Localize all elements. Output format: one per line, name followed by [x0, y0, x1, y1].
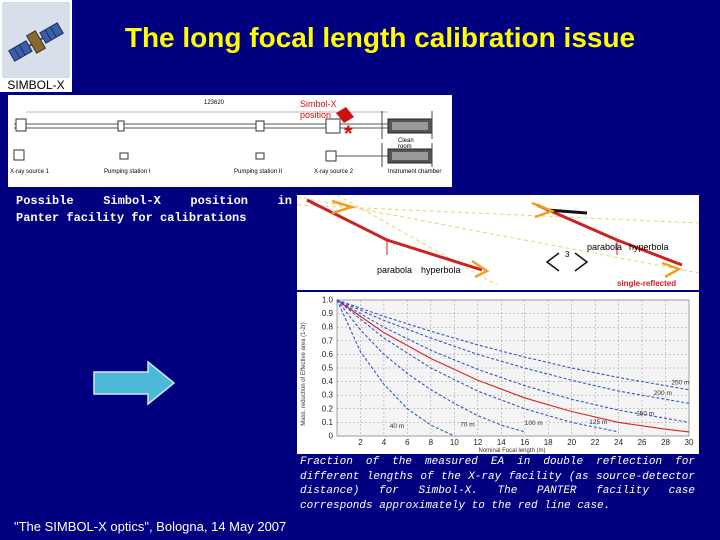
x-tick-label: 16 [520, 438, 530, 447]
curve-label: 40 m [389, 422, 405, 430]
simbol-x-position-label: Simbol-X position [300, 99, 337, 120]
parabola-left-label: parabola [377, 265, 413, 275]
y-tick-label: 0.9 [321, 309, 333, 319]
pumping-station-2-label: Pumping station II [234, 169, 283, 175]
y-axis-label: Mass. reduction of Effective area (1-2r) [301, 322, 307, 426]
x-tick-label: 10 [449, 438, 459, 447]
panter-facility-diagram [8, 95, 452, 187]
xray-source-2-label: X-ray source 2 [314, 169, 354, 175]
effective-area-plot [297, 292, 699, 454]
parabola-right-label: parabola [587, 242, 623, 252]
y-tick-label: 0.3 [321, 390, 333, 400]
logo-label: SIMBOL-X [0, 79, 72, 92]
angle-label: 3 [565, 250, 570, 259]
hyperbola-right-label: hyperbola [629, 242, 669, 252]
chart-caption: Fraction of the measured EA in double reflection for different lengths of the X-ray facility (as source-detector distance) for Simbol-X. The PANTER facility case corresponds approximately to the red line case. [300, 456, 695, 512]
y-tick-label: 0.7 [321, 336, 333, 346]
x-tick-label: 8 [428, 438, 434, 447]
y-tick-label: 0.2 [321, 404, 333, 414]
x-tick-label: 26 [637, 438, 647, 447]
curve-label: 150 m [636, 410, 655, 418]
curve-label: 125 m [589, 418, 608, 426]
single-reflected-label: single-reflected [617, 279, 677, 288]
y-tick-label: 0.1 [321, 417, 333, 427]
x-tick-label: 4 [381, 438, 387, 447]
facility-caption-line-1 [16, 193, 292, 210]
simbol-x-logo [0, 0, 72, 92]
right-arrow-icon [92, 360, 176, 406]
y-tick-label: 1.0 [321, 295, 333, 305]
x-tick-label: 14 [496, 438, 506, 447]
x-tick-label: 20 [567, 438, 577, 447]
facility-drawing [8, 95, 452, 187]
caption-word: Simbol-X [103, 194, 161, 208]
caption-word: position [190, 194, 248, 208]
instrument-chamber-label: Instrument chamber [388, 169, 442, 175]
y-tick-label: 0.8 [321, 322, 333, 332]
facility-caption-line-2: Panter facility for calibrations [16, 211, 247, 225]
y-tick-label: 0.4 [321, 377, 333, 387]
x-tick-label: 6 [405, 438, 410, 447]
x-tick-label: 30 [684, 438, 694, 447]
x-tick-label: 22 [590, 438, 600, 447]
x-tick-label: 28 [661, 438, 670, 447]
caption-word: Possible [16, 194, 74, 208]
x-tick-label: 12 [473, 438, 483, 447]
caption-word: in [277, 194, 292, 208]
y-tick-label: 0.6 [321, 349, 333, 359]
x-axis-label: Nominal Focal length (m) [478, 448, 546, 454]
curve-label: 250 m [671, 379, 690, 387]
pumping-station-1-label: Pumping station I [104, 169, 151, 175]
hyperbola-left-label: hyperbola [421, 265, 461, 275]
svg-text:*: * [344, 121, 353, 146]
slide-title: The long focal length calibration issue [124, 22, 636, 53]
xray-source-1-label: X-ray source 1 [10, 169, 50, 175]
curve-label: 100 m [524, 420, 543, 428]
x-tick-label: 18 [543, 438, 553, 447]
footer-text: "The SIMBOL-X optics", Bologna, 14 May 2007 [14, 519, 287, 534]
curve-label: 70 m [460, 421, 475, 429]
satellite-logo-image [2, 2, 70, 78]
effective-area-chart [297, 292, 699, 454]
clean-room-label: Clean room [398, 138, 414, 150]
distance-label: 123620 [204, 100, 225, 106]
x-tick-label: 2 [358, 438, 363, 447]
curve-label: 200 m [653, 390, 672, 398]
x-tick-label: 24 [614, 438, 624, 447]
double-reflection-diagram [297, 195, 699, 290]
facility-caption [16, 193, 292, 227]
y-tick-label: 0.5 [321, 363, 333, 373]
y-tick-label: 0 [328, 431, 333, 441]
